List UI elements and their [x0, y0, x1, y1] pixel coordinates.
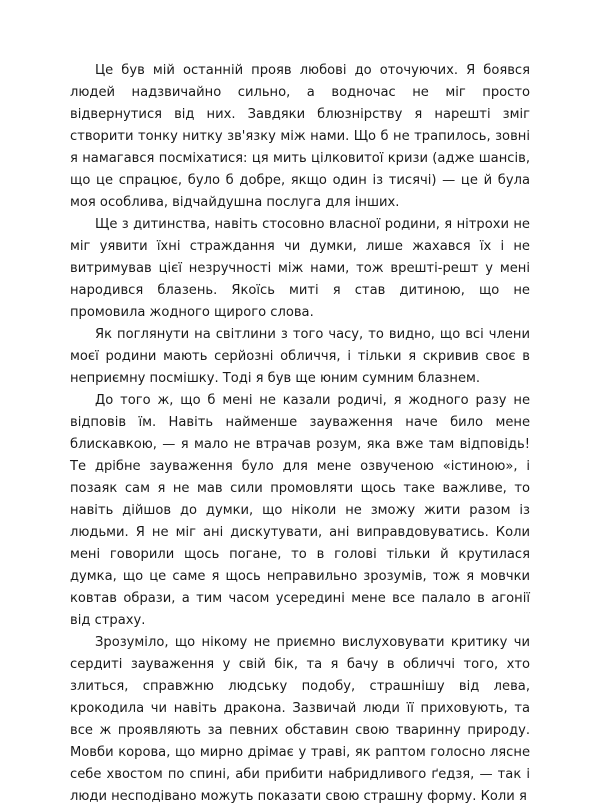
paragraph: Ще з дитинства, навіть стосовно власної родини, я нітрохи не міг уявити їхні страждання чи думки, лише жахався їх і не витримував цієї незручності між нами, тож врешті-решт у мені народився блазень. Якоїсь миті я став дитиною, що не промовила жодного щирого слова.	[70, 217, 530, 320]
paragraph: Як поглянути на світлини з того часу, то видно, що всі члени моєї родини мають серйозні обличчя, і тільки я скривив своє в неприємну посмішку. Тоді я був ще юним сумним блазнем.	[70, 327, 530, 386]
body-text-block	[70, 60, 530, 808]
paragraph: До того ж, що б мені не казали родичі, я жодного разу не відповів їм. Навіть найменше зауваження наче било мене блискавкою, — я мало не втрачав розум, яка вже там відповідь! Те дрібне зауваження було для мене озвученою «істиною», і позаяк сам я не мав сили промовляти щось таке важливе, то навіть дійшов до думки, що ніколи не зможу жити разом із людьми. Я не міг ані дискутувати, ані виправдовуватись. Коли мені говорили щось погане, то в голові тільки й крутилася думка, що це саме я щось неправильно зрозумів, тож я мовчки ковтав образи, а тим часом усередині мене все палало в агонії від страху.	[70, 393, 530, 628]
paragraph: Зрозуміло, що нікому не приємно вислуховувати критику чи сердиті зауваження у свій бік, та я бачу в обличчі того, хто злиться, справжню людську подобу, страшнішу від лева, крокодила чи навіть дракона. Зазвичай люди її приховують, та все ж проявляють за певних обставин свою тваринну природу. Мовби корова, що мирно дрімає у траві, як раптом голосно лясне себе хвостом по спині, аби прибити набридливого ґедзя, — так і люди несподівано можуть показати свою страшну форму. Коли я	[70, 635, 530, 804]
paragraph: Це був мій останній прояв любові до оточуючих. Я боявся людей надзвичайно сильно, а водночас не міг просто відвернутися від них. Завдяки блюзнірству я нарешті зміг створити тонку нитку зв'язку між нами. Що б не трапилось, зовні я намагався посміхатися: ця мить цілковитої кризи (адже шансів, що це спрацює, було б добре, якщо один із тисячі) — це й була моя особлива, відчайдушна послуга для інших.	[70, 63, 530, 210]
